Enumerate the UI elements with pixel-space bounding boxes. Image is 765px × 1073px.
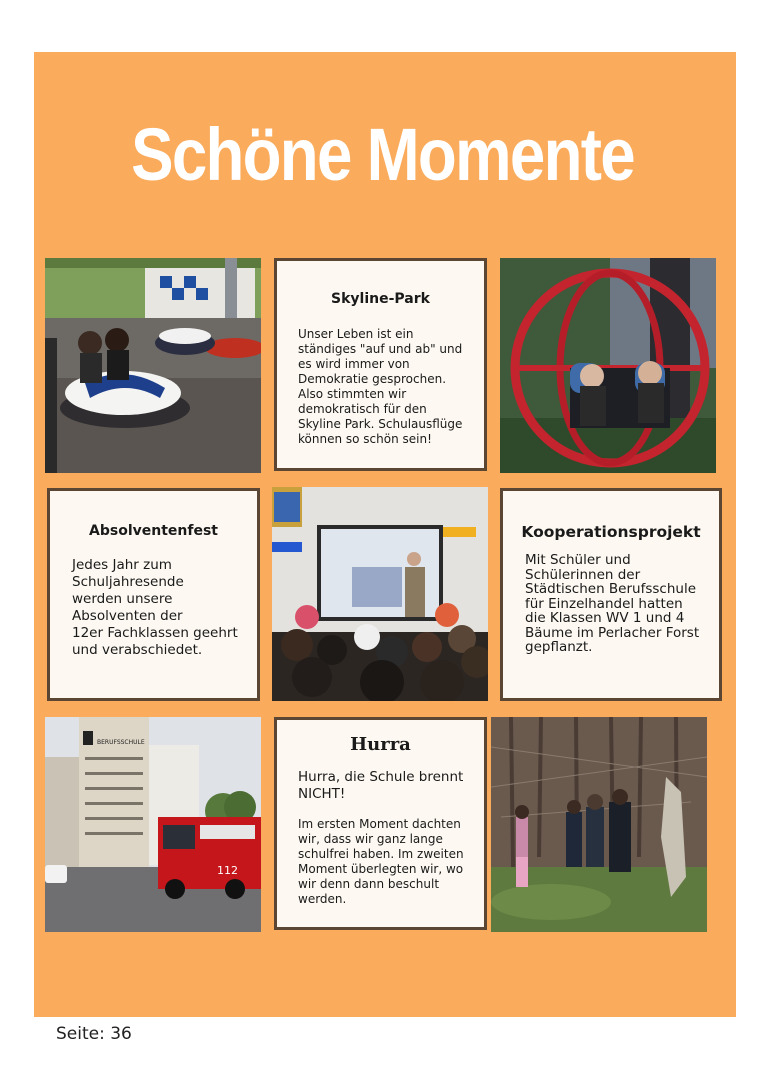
card-skyline-park [274,258,487,471]
page-number: Seite: 36 [56,1024,132,1044]
card-heading: Absolventenfest [89,523,218,539]
card-heading: Hurra [350,734,411,755]
card-kooperationsprojekt [500,488,722,701]
card-body: Mit Schüler und Schülerinnen der Städtischen Berufsschule für Einzelhandel hatten die Klassen WV 1 und 4 Bäume im Perlacher Forst gepflanzt. [525,552,700,655]
card-body: Unser Leben ist ein ständiges "auf und ab" und es wird immer von Demokratie gesprochen. Also stimmten wir demokratisch für den Skyline Park. Schulausflüge können so schön sein! [298,327,463,446]
school-fire-truck-photo [45,717,261,932]
card-heading: Skyline-Park [331,291,430,307]
card-absolventenfest [47,488,260,701]
bumper-cars-photo [45,258,261,473]
gyro-ride-photo [500,258,716,473]
building-sign: BERUFSSCHULE [97,739,145,746]
page-title: Schöne Momente [131,113,634,196]
card-heading: Kooperationsprojekt [521,523,701,541]
card-body: Jedes Jahr zum Schuljahresende werden unsere Absolventen der 12er Fachklassen geehrt und verabschiedet. [72,557,238,658]
graduation-ceremony-photo [272,487,488,701]
forest-planting-photo [491,717,707,932]
card-body: Im ersten Moment dachten wir, dass wir ganz lange schulfrei haben. Im zweiten Moment überlegten wir, wo wir denn dann beschult werden. [298,817,464,906]
card-lead: Hurra, die Schule brennt NICHT! [298,769,464,802]
truck-number: 112 [217,864,238,877]
card-hurra [274,717,487,930]
